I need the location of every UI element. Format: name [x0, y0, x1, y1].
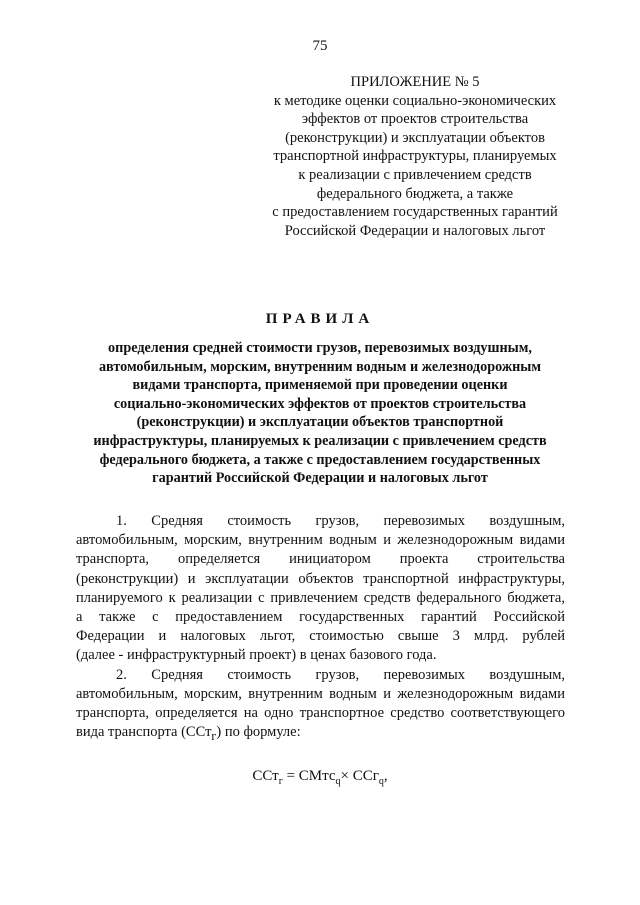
subtitle-line: (реконструкции) и эксплуатации объектов транспортной: [136, 414, 504, 431]
appendix-line: (реконструкции) и эксплуатации объектов: [285, 129, 545, 146]
paragraph-2: [76, 666, 565, 747]
paragraph-line: Федерации и налоговых льгот, стоимостью свыше 3 млрд. рублей: [76, 628, 565, 645]
subtitle-line: социально-экономических эффектов от проектов строительства: [113, 395, 527, 412]
paragraph-line: транспорта, определяется на одно транспортное средство соответствующего: [76, 705, 565, 722]
formula-lhs: ССт: [252, 768, 279, 784]
page-number: 75: [312, 38, 328, 54]
paragraph-line: 1. Средняя стоимость грузов, перевозимых воздушным,: [116, 513, 565, 529]
subtitle-line: инфраструктуры, планируемых к реализации с привлечением средств: [93, 432, 547, 449]
rules-subtitle: [75, 339, 565, 488]
text-fragment: вида транспорта (ССт: [76, 724, 212, 741]
appendix-title: ПРИЛОЖЕНИЕ № 5: [350, 74, 480, 90]
paragraph-line: 2. Средняя стоимость грузов, перевозимых воздушным,: [116, 666, 565, 683]
paragraph-line: (реконструкции) и эксплуатации объектов транспортной инфраструктуры,: [76, 570, 565, 587]
formula-tail: ,: [383, 768, 388, 784]
paragraph-line: транспорта, определяется инициатором проекта строительства: [76, 551, 565, 568]
formula-lhs-subscript: г: [278, 776, 283, 787]
paragraph-line: [76, 723, 565, 746]
subtitle-line: видами транспорта, применяемой при проведении оценки: [132, 377, 508, 394]
appendix-line: к реализации с привлечением средств: [298, 166, 532, 183]
formula-term-1-subscript: q: [335, 776, 341, 787]
appendix-line: транспортной инфраструктуры, планируемых: [273, 148, 557, 165]
subscript: г: [211, 729, 217, 744]
appendix-line: с предоставлением государственных гарантий: [272, 204, 558, 221]
paragraph-line: автомобильным, морским, внутренним водным и железнодорожным видами: [76, 685, 565, 702]
paragraph-line: а также с предоставлением государственных гарантий Российской: [76, 609, 565, 626]
appendix-line: эффектов от проектов строительства: [301, 111, 529, 128]
paragraph-line: планируемого к реализации с привлечением средств федерального бюджета,: [76, 589, 565, 606]
formula-term-1: = СМтс: [282, 768, 336, 784]
subtitle-line: определения средней стоимости грузов, перевозимых воздушным,: [108, 340, 532, 356]
appendix-line: к методике оценки социально-экономических: [273, 92, 557, 109]
paragraph-line: (далее - инфраструктурный проект) в ценах базового года.: [76, 647, 437, 664]
subtitle-line: гарантий Российской Федерации и налоговых льгот: [152, 470, 488, 487]
text-fragment: ) по формуле:: [216, 724, 301, 741]
formula-term-2-subscript: q: [378, 776, 384, 787]
formula: [0, 768, 640, 787]
appendix-header: [250, 73, 580, 240]
body-text: [76, 512, 565, 746]
appendix-line: федерального бюджета, а также: [316, 185, 514, 202]
appendix-line: Российской Федерации и налоговых льгот: [284, 222, 546, 239]
rules-title: ПРАВИЛА: [265, 311, 375, 327]
paragraph-1: [76, 512, 565, 666]
subtitle-line: федерального бюджета, а также с предоставлением государственных: [99, 451, 541, 468]
formula-term-2: × ССг: [340, 768, 379, 784]
subtitle-line: автомобильным, морским, внутренним водным и железнодорожным: [98, 358, 542, 375]
paragraph-line: автомобильным, морским, внутренним водным и железнодорожным видами: [76, 532, 565, 549]
